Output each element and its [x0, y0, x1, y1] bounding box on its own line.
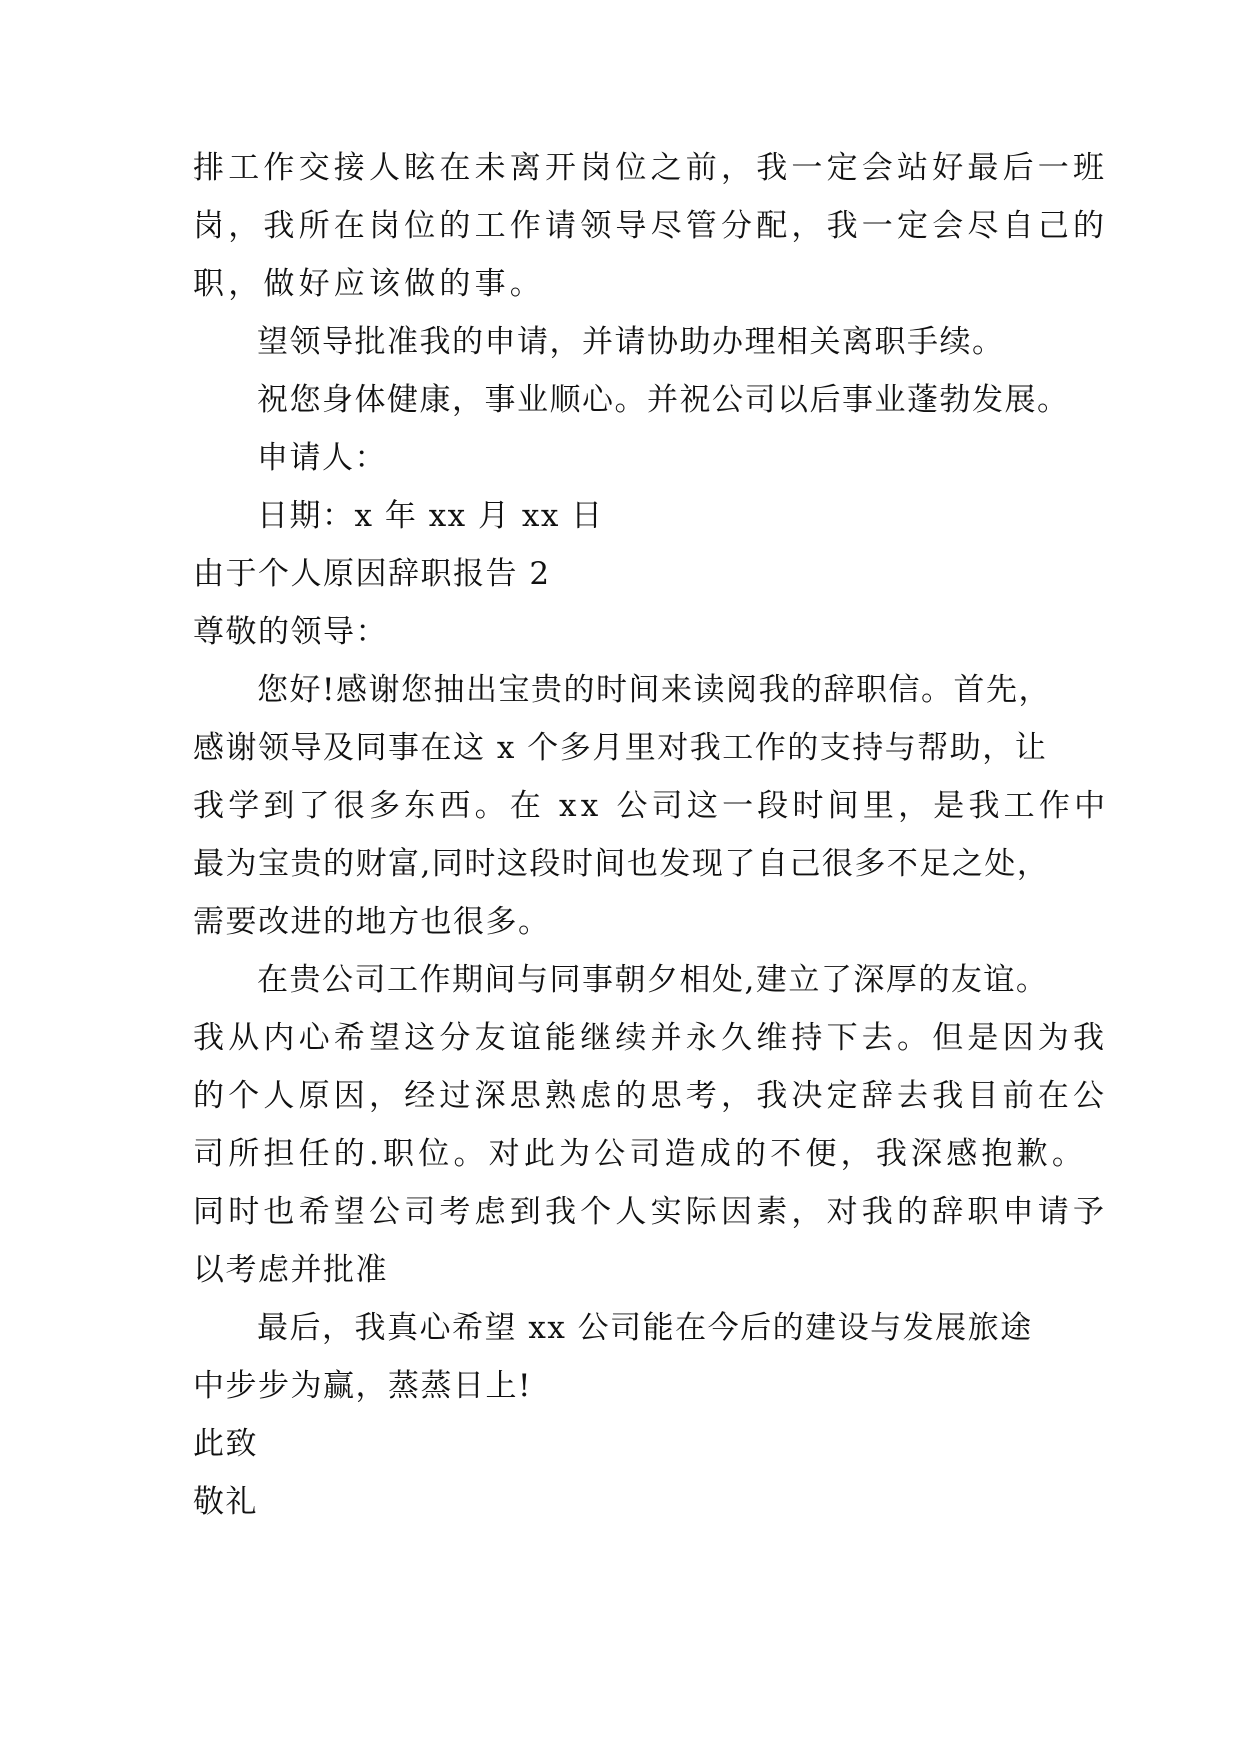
paragraph-line: 同时也希望公司考虑到我个人实际因素，对我的辞职申请予: [193, 1194, 1109, 1230]
paragraph-line: 望领导批准我的申请，并请协助办理相关离职手续。: [257, 324, 1005, 360]
paragraph-line: 岗，我所在岗位的工作请领导尽管分配，我一定会尽自己的: [193, 208, 1109, 244]
paragraph-line: 以考虑并批准: [193, 1252, 388, 1288]
paragraph-line: 我学到了很多东西。在 xx 公司这一段时间里，是我工作中: [193, 788, 1110, 824]
paragraph-line: 需要改进的地方也很多。: [193, 904, 551, 940]
paragraph-line: 感谢领导及同事在这 x 个多月里对我工作的支持与帮助，让: [193, 730, 1048, 766]
paragraph-line: 祝您身体健康，事业顺心。并祝公司以后事业蓬勃发展。: [257, 382, 1070, 418]
section-title: 由于个人原因辞职报告 2: [193, 556, 551, 592]
paragraph-line: 的个人原因，经过深思熟虑的思考，我决定辞去我目前在公: [193, 1078, 1109, 1114]
paragraph-line: 排工作交接人眩在未离开岗位之前，我一定会站好最后一班: [193, 150, 1109, 186]
date-line: 日期：x 年 xx 月 xx 日: [257, 498, 604, 534]
paragraph-line: 我从内心希望这分友谊能继续并永久维持下去。但是因为我: [193, 1020, 1109, 1056]
closing-phrase: 此致: [193, 1426, 258, 1462]
paragraph-line: 最为宝贵的财富,同时这段时间也发现了自己很多不足之处，: [193, 846, 1050, 882]
paragraph-line: 在贵公司工作期间与同事朝夕相处,建立了深厚的友谊。: [257, 962, 1049, 998]
closing-salute: 敬礼: [193, 1484, 258, 1520]
paragraph-line: 您好!感谢您抽出宝贵的时间来读阅我的辞职信。首先，: [257, 672, 1051, 708]
paragraph-line: 职，做好应该做的事。: [193, 266, 545, 302]
paragraph-line: 司所担任的.职位。对此为公司造成的不便，我深感抱歉。: [193, 1136, 1088, 1172]
salutation: 尊敬的领导：: [193, 614, 388, 650]
applicant-line: 申请人：: [257, 440, 387, 476]
paragraph-line: 最后，我真心希望 xx 公司能在今后的建设与发展旅途: [257, 1310, 1033, 1346]
paragraph-line: 中步步为赢，蒸蒸日上!: [193, 1368, 532, 1404]
